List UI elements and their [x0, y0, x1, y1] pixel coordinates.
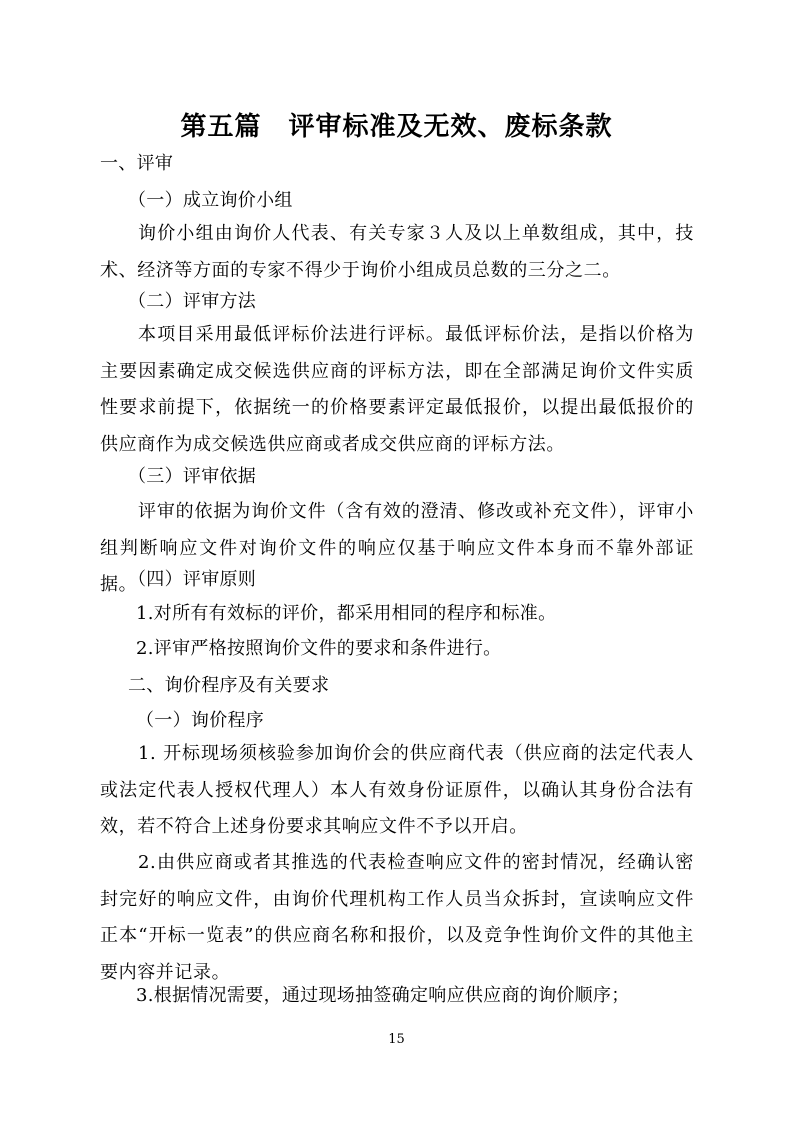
section-1-3-paragraph: 评审的依据为询价文件（含有效的澄清、修改或补充文件），评审小组判断响应文件对询价文件的响应仅基于响应文件本身而不靠外部证据。: [100, 501, 694, 595]
principle-item-1: 1.对所有有效标的评价，都采用相同的程序和标准。: [136, 603, 557, 624]
section-1-3-heading: （三）评审依据: [128, 466, 257, 487]
page-number: 15: [388, 1032, 405, 1047]
section-1-1-heading: （一）成立询价小组: [128, 190, 293, 211]
principle-item-2: 2.评审严格按照询价文件的要求和条件进行。: [136, 638, 502, 659]
section-1-heading: 一、评审: [100, 153, 174, 174]
procedure-item-2: 2.由供应商或者其推选的代表检查响应文件的密封情况，经确认密封完好的响应文件，由询价代理机构工作人员当众拆封，宣读响应文件正本“开标一览表”的供应商名称和报价，以及竞争性询价文件的其他主要内容并记录。: [100, 852, 694, 983]
section-2-heading: 二、询价程序及有关要求: [128, 675, 330, 696]
procedure-item-3: 3.根据情况需要，通过现场抽签确定响应供应商的询价顺序；: [136, 985, 630, 1006]
section-1-2-heading: （二）评审方法: [128, 291, 257, 312]
section-1-4-heading: （四）评审原则: [128, 569, 257, 590]
section-2-1-heading: （一）询价程序: [136, 710, 265, 731]
section-1-2-paragraph: 本项目采用最低评标价法进行评标。最低评标价法，是指以价格为主要因素确定成交候选供应商的评标方法，即在全部满足询价文件实质性要求前提下，依据统一的价格要素评定最低报价，以提出最低报价的供应商作为成交候选供应商或者成交供应商的评标方法。: [100, 324, 694, 455]
page-title: 第五篇 评审标准及无效、废标条款: [180, 112, 613, 142]
procedure-item-1: 1. 开标现场须核验参加询价会的供应商代表（供应商的法定代表人或法定代表人授权代理人）本人有效身份证原件，以确认其身份合法有效，若不符合上述身份要求其响应文件不予以开启。: [100, 743, 694, 837]
section-1-1-paragraph: 询价小组由询价人代表、有关专家３人及以上单数组成，其中，技术、经济等方面的专家不得少于询价小组成员总数的三分之二。: [100, 223, 694, 281]
